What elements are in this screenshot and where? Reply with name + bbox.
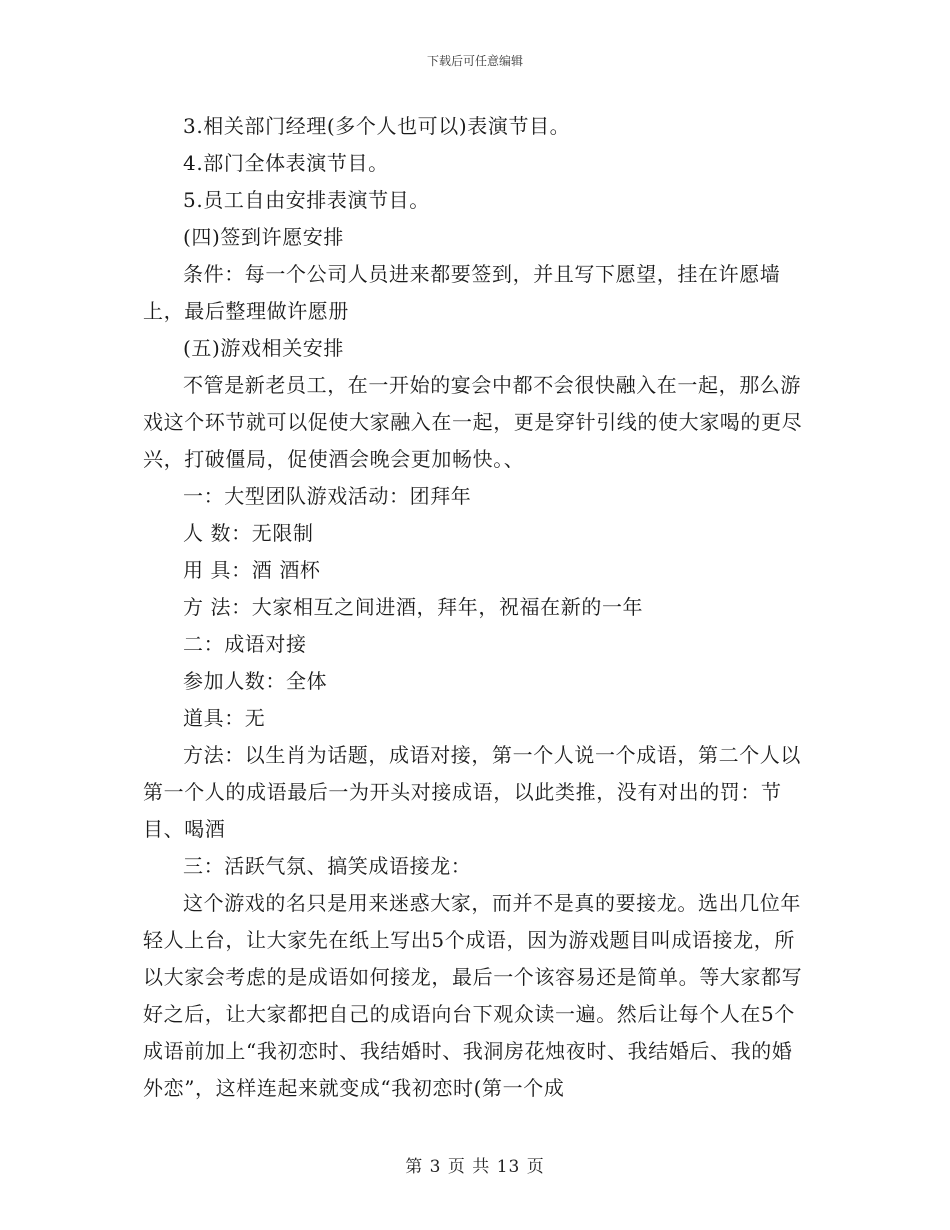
paragraph-item: 方 法：大家相互之间进酒，拜年，祝福在新的一年 (183, 595, 644, 619)
paragraph-item: 这个游戏的名只是用来迷惑大家，而并不是真的要接龙。选出几位年轻人上台，让大家先在纸上写出5个成语，因为游戏题目叫成语接龙，所以大家会考虑的是成语如何接龙，最后一个该容易还是简单。等大家都写好之后，让大家都把自己的成语向台下观众读一遍。然后让每个人在5个成语前加上“我初恋时、我结婚时、我洞房花烛夜时、我结婚后、我的婚外恋”，这样连起来就变成“我初恋时(第一个成 (143, 891, 803, 1100)
section-heading: (四)签到许愿安排 (183, 225, 345, 249)
paragraph-item: 5.员工自由安排表演节目。 (183, 188, 430, 212)
document-body (143, 108, 809, 1107)
section-heading: (五)游戏相关安排 (183, 336, 345, 360)
paragraph-item: 用 具：酒 酒杯 (183, 558, 321, 582)
paragraph-item: 方法：以生肖为话题，成语对接，第一个人说一个成语，第二个人以第一个人的成语最后一为开头对接成语，以此类推，没有对出的罚：节目、喝酒 (143, 743, 801, 841)
paragraph-item: 参加人数：全体 (183, 669, 328, 693)
paragraph-item: 4.部门全体表演节目。 (183, 151, 389, 175)
game-heading: 三：活跃气氛、搞笑成语接龙： (183, 854, 472, 878)
paragraph-item: 条件：每一个公司人员进来都要签到，并且写下愿望，挂在许愿墙上，最后整理做许愿册 (143, 262, 781, 323)
paragraph-item: 人 数：无限制 (183, 521, 314, 545)
game-heading: 一：大型团队游戏活动：团拜年 (183, 484, 472, 508)
paragraph-item: 道具：无 (183, 706, 266, 730)
page-header: 下载后可任意编辑 (426, 54, 523, 68)
page-footer: 第 3 页 共 13 页 (405, 1157, 545, 1177)
paragraph-item: 3.相关部门经理(多个人也可以)表演节目。 (183, 114, 571, 138)
paragraph-item: 不管是新老员工，在一开始的宴会中都不会很快融入在一起，那么游戏这个环节就可以促使大家融入在一起，更是穿针引线的使大家喝的更尽兴，打破僵局，促使酒会晚会更加畅快。、 (143, 373, 803, 471)
game-heading: 二：成语对接 (183, 632, 307, 656)
